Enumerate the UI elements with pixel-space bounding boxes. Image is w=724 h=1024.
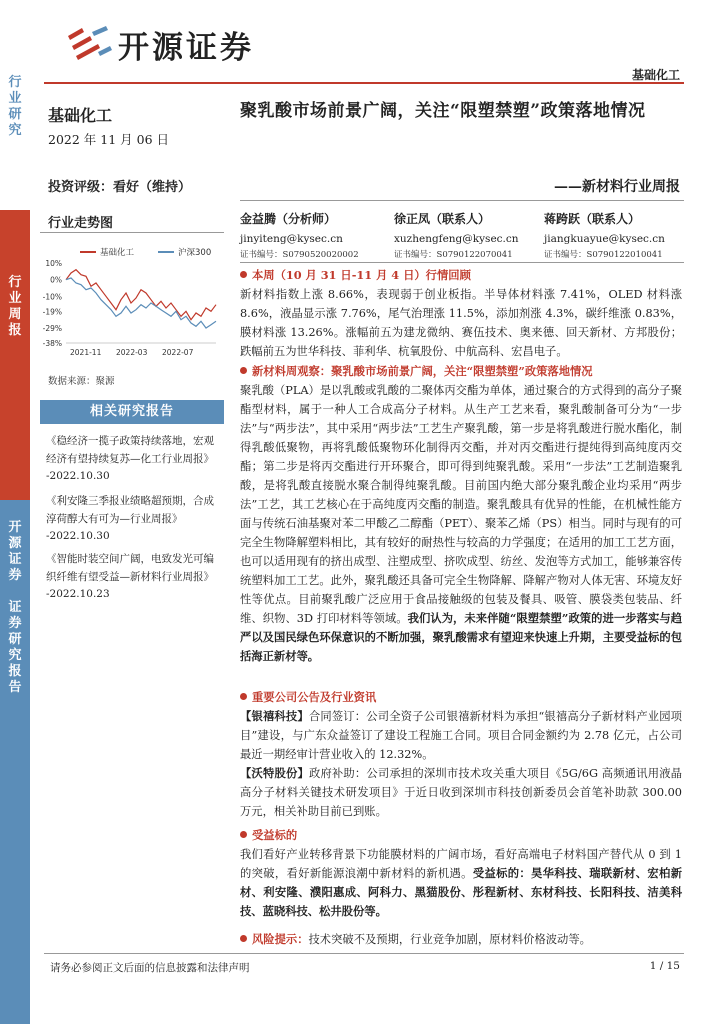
- section-beneficiaries: [240, 826, 682, 921]
- page-number: 1 / 15: [649, 960, 680, 972]
- y-tick-label: -10%: [42, 292, 62, 302]
- series-line: [66, 270, 216, 320]
- trend-title: 行业走势图: [48, 216, 114, 231]
- report-subtitle: ——新材料行业周报: [554, 179, 680, 195]
- bullet-icon: [240, 693, 247, 700]
- side-label-middle: 行 业 周 报: [8, 275, 22, 338]
- y-tick-label: 10%: [45, 259, 62, 268]
- logo-mark-icon: [62, 22, 114, 66]
- related-report-title[interactable]: 《智能时装空间广阔，电致发光可编织纤维有望受益—新材料行业周报》: [46, 553, 214, 583]
- section-heading: 受益标的: [252, 828, 298, 842]
- legend-label: 沪深300: [178, 248, 212, 258]
- related-report-title[interactable]: 《利安隆三季报业绩略超预期，合成淳荷醇大有可为—行业周报》: [46, 495, 214, 525]
- series-line: [66, 278, 216, 328]
- industry-name: 基础化工: [48, 106, 113, 125]
- company-tag: 【沃特股份】: [240, 766, 309, 780]
- investment-rating: 投资评级：看好（维持）: [48, 180, 192, 195]
- x-tick-label: 2022-03: [116, 348, 148, 357]
- side-strip-red: [0, 210, 30, 500]
- analyst-name: 蒋跨跃（联系人）: [544, 212, 641, 226]
- related-report-date: -2022.10.23: [46, 588, 110, 600]
- risk-body: 技术突破不及预期，行业竞争加剧，原材料价格波动等。: [308, 933, 591, 946]
- bullet-icon: [240, 935, 247, 942]
- subtitle-divider: [240, 200, 684, 201]
- y-tick-label: -19%: [42, 307, 62, 317]
- company-tag: 【银禧科技】: [240, 709, 309, 723]
- legend-label: 基础化工: [100, 248, 135, 258]
- analyst-cert: 证书编号：S0790520020002: [240, 250, 359, 260]
- side-label-bottom: 开 源 证 券 证 券 研 究 报 告: [8, 520, 22, 695]
- footer-disclaimer: 请务必参阅正文后面的信息披露和法律声明: [50, 962, 250, 974]
- side-label-top: 行 业 研 究: [8, 75, 22, 138]
- analyst-card: [394, 210, 519, 260]
- news-body: 合同签订：公司全资子公司银禧新材料为承担“银禧高分子新材料产业园项目”建设，与广东众益签订了建设工程施工合同。项目合同金额约为 2.78 亿元，占公司最近一期经审计营业收入的 12.32%。: [240, 710, 682, 761]
- section-heading: 本周（10 月 31 日-11 月 4 日）行情回顾: [252, 268, 471, 282]
- section-body: 新材料指数上涨 8.66%，表现弱于创业板指。半导体材料涨 7.41%，OLED 材料涨 8.6%，液晶显示涨 7.76%，尾气治理涨 11.5%，添加剂涨 4.3%，碳纤维涨 0.83%，膜材料涨 13.26%。涨幅前五为建龙微纳、赛伍技术、奥来德、回天新材、方邦股份；跌幅前五为世华科技、菲利华、杭氧股份、中航高科、宏昌电子。: [240, 288, 682, 358]
- beneficiary-list: 受益标的：昊华科技、瑞联新材、宏柏新材、利安隆、濮阳惠成、阿科力、黑猫股份、彤程新材、东材科技、长阳科技、洁美科技、蓝晓科技、松井股份等。: [240, 866, 682, 918]
- analyst-card: [240, 210, 359, 260]
- related-report-date: -2022.10.30: [46, 530, 110, 542]
- analyst-name: 金益腾（分析师）: [240, 212, 337, 226]
- section-body: 聚乳酸（PLA）是以乳酸或乳酸的二聚体丙交酯为单体，通过聚合的方式得到的高分子聚酯型材料，属于一种人工合成高分子材料。从生产工艺来看，聚乳酸制备可分为“一步法”与“两步法”，其中采用“两步法”工艺生产聚乳酸，第一步是将乳酸进行脱水酯化，制得乳酸低聚物，再将乳酸低聚物环化制得丙交酯，并对丙交酯进行提纯得到高纯度丙交酯；第二步是将丙交酯进行开环聚合，即可得到纯聚乳酸。采用“一步法”工艺制造聚乳酸，是将乳酸直接脱水聚合制得纯聚乳酸。目前国内绝大部分聚乳酸企业均采用“两步法”工艺，其工艺核心在于高纯度丙交酯的制造。聚乳酸具有优异的性能，在机械性能方面与传统石油基聚对苯二甲酸乙二醇酯（PET）、聚苯乙烯（PS）相当。同时与现有的可完全生物降解塑料相比，其有较好的耐热性与较高的力学强度；在适用的加工工艺方面，也可以适用现有的挤出成型、注塑成型、挤吹成型、纺丝、发泡等方式加工，能够兼容传统塑料加工工艺。此外，聚乳酸还具备可完全生物降解、降解产物对人体无害、环境友好性等优点。目前聚乳酸广泛应用于食品接触级的包装及餐具、吸管、膜袋类包装品、纤维、织物、3D 打印材料等领域。: [240, 384, 682, 625]
- section-company-news: [240, 688, 682, 821]
- header-divider: [44, 82, 684, 84]
- analyst-email[interactable]: jiangkuayue@kysec.cn: [544, 233, 665, 245]
- bullet-icon: [240, 831, 247, 838]
- section-heading: 风险提示：: [252, 932, 309, 946]
- analyst-email[interactable]: jinyiteng@kysec.cn: [240, 233, 343, 245]
- y-tick-label: -29%: [42, 324, 62, 333]
- section-weekly-review: [240, 266, 682, 361]
- related-reports-header: 相关研究报告: [40, 400, 224, 424]
- company-logo: [62, 22, 254, 66]
- report-title: 聚乳酸市场前景广阔，关注“限塑禁塑”政策落地情况: [240, 101, 646, 121]
- x-tick-label: 2021-11: [70, 348, 102, 357]
- news-body: 政府补助：公司承担的深圳市技术攻关重大项目《5G/6G 高频通讯用液晶高分子材料关键技术研发项目》于近日收到深圳市科技创新委员会首笔补助款 300.00 万元，相关补助目前已到账。: [240, 767, 682, 818]
- report-date: 2022 年 11 月 06 日: [48, 132, 169, 147]
- x-tick-label: 2022-07: [162, 348, 194, 357]
- analyst-divider: [240, 262, 684, 263]
- section-conclusion: 我们认为，未来伴随“限塑禁塑”政策的进一步落实与趋严以及国民绿色环保意识的不断加强，聚乳酸需求有望迎来快速上升期，主要受益标的包括海正新材等。: [240, 611, 682, 663]
- trend-divider: [40, 232, 224, 233]
- analyst-card: [544, 210, 665, 260]
- related-report-title[interactable]: 《稳经济一揽子政策持续落地，宏观经济有望持续复苏—化工行业周报》: [46, 435, 214, 465]
- chart-source: 数据来源：聚源: [48, 376, 115, 387]
- footer-divider: [44, 953, 684, 954]
- analyst-name: 徐正凤（联系人）: [394, 212, 491, 226]
- header-category: 基础化工: [631, 68, 680, 82]
- related-report-date: -2022.10.30: [46, 470, 110, 482]
- section-heading: 重要公司公告及行业资讯: [252, 690, 377, 704]
- y-tick-label: -38%: [42, 339, 62, 348]
- bullet-icon: [240, 271, 247, 278]
- section-risk: [240, 930, 682, 949]
- section-weekly-observation: [240, 362, 682, 666]
- industry-trend-chart: [40, 243, 224, 363]
- analyst-cert: 证书编号：S0790122070041: [394, 250, 513, 260]
- section-body: 我们看好产业转移背景下功能膜材料的广阔市场，看好高端电子材料国产替代从 0 到 1 的突破，看好新能源浪潮中新材料的新机遇。: [240, 848, 682, 880]
- analyst-email[interactable]: xuzhengfeng@kysec.cn: [394, 233, 519, 245]
- analyst-cert: 证书编号：S0790122010041: [544, 250, 663, 260]
- y-tick-label: 0%: [50, 275, 62, 285]
- bullet-icon: [240, 367, 247, 374]
- logo-text: 开源证券: [118, 29, 254, 66]
- section-heading: 新材料周观察：聚乳酸市场前景广阔，关注“限塑禁塑”政策落地情况: [252, 364, 593, 378]
